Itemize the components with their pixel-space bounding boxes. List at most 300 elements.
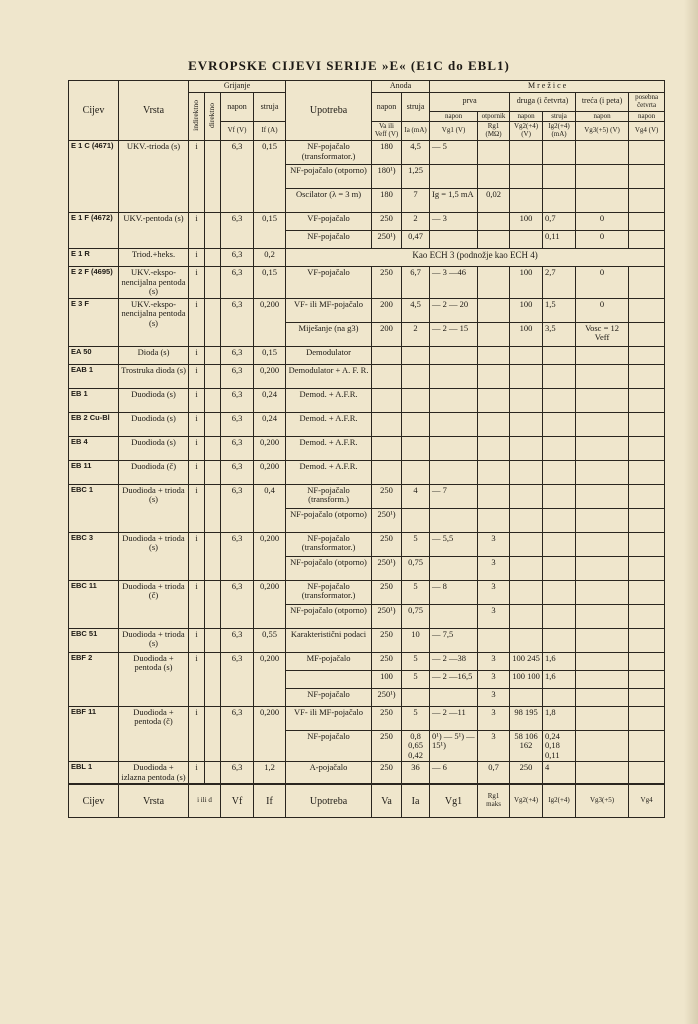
vg1-cell: — 7,5 xyxy=(430,628,478,652)
upotreba-cell: NF-pojačalo xyxy=(286,231,372,249)
ig2-cell: 3,5 xyxy=(543,322,576,346)
vg1-cell xyxy=(430,508,478,532)
ia-cell xyxy=(402,436,430,460)
vg2-cell xyxy=(510,484,543,508)
table-row xyxy=(69,580,665,604)
vg1-cell: — 8 xyxy=(430,580,478,604)
vrsta-cell: Dioda (s) xyxy=(119,346,189,364)
vg4-cell xyxy=(629,532,665,556)
col-indirektno xyxy=(189,92,205,140)
vrsta-cell: Duodioda (s) xyxy=(119,412,189,436)
col-anoda-struja: struja xyxy=(402,92,430,121)
indirect-cell: i xyxy=(189,267,205,299)
ia-cell xyxy=(402,412,430,436)
upotreba-cell: Miješanje (na g3) xyxy=(286,322,372,346)
upotreba-cell: Demod. + A.F.R. xyxy=(286,412,372,436)
va-cell: 250 xyxy=(372,730,402,762)
cijev-cell: EBC 1 xyxy=(69,484,119,532)
ig2-cell: 2,7 xyxy=(543,267,576,299)
table-row xyxy=(69,628,665,652)
vg1-cell: — 2 — 15 xyxy=(430,322,478,346)
ig2-cell: 1,6 xyxy=(543,652,576,670)
vg4-cell xyxy=(629,412,665,436)
ia-cell xyxy=(402,688,430,706)
va-cell: 180¹) xyxy=(372,165,402,189)
va-cell: 180 xyxy=(372,189,402,213)
table-row xyxy=(69,141,665,165)
vg3-cell xyxy=(576,165,629,189)
vg3-cell xyxy=(576,670,629,688)
cijev-cell: EB 4 xyxy=(69,436,119,460)
vf-cell: 6,3 xyxy=(221,267,254,299)
vf-cell: 6,3 xyxy=(221,484,254,532)
unit-vg2: Vg2(+4) (V) xyxy=(510,122,543,141)
rg1-cell xyxy=(478,508,510,532)
vf-cell: 6,3 xyxy=(221,364,254,388)
ia-cell: 2 xyxy=(402,213,430,231)
direct-cell xyxy=(205,580,221,628)
vg3-cell xyxy=(576,436,629,460)
tube-table xyxy=(68,80,665,818)
col-vrsta: Vrsta xyxy=(119,81,189,141)
vg2-cell: 100 xyxy=(510,298,543,322)
indirect-cell: i xyxy=(189,346,205,364)
table-row xyxy=(69,706,665,730)
vg4-cell xyxy=(629,231,665,249)
upotreba-cell: Demodulator xyxy=(286,346,372,364)
vg3-cell: 0 xyxy=(576,213,629,231)
ig2-cell: 0,24 0,18 0,11 xyxy=(543,730,576,762)
vg2-cell xyxy=(510,436,543,460)
page-title: EVROPSKE CIJEVI SERIJE »E« (E1C do EBL1) xyxy=(188,58,510,73)
vrsta-cell: UKV.-ekspo-nencijalna pentoda (s) xyxy=(119,298,189,346)
va-cell: 250 xyxy=(372,628,402,652)
vg4-cell xyxy=(629,484,665,508)
rg1-cell: 3 xyxy=(478,580,510,604)
vg4-cell xyxy=(629,213,665,231)
upotreba-cell: NF-pojačalo (transformator.) xyxy=(286,141,372,165)
vg1-cell: — 2 — 20 xyxy=(430,298,478,322)
upotreba-cell: Demodulator + A. F. R. xyxy=(286,364,372,388)
vg3-cell xyxy=(576,346,629,364)
vg2-cell xyxy=(510,556,543,580)
ig2-cell: 1,8 xyxy=(543,706,576,730)
vf-cell: 6,3 xyxy=(221,652,254,706)
if-cell: 0,15 xyxy=(254,346,286,364)
direct-cell xyxy=(205,364,221,388)
vg3-cell xyxy=(576,580,629,604)
ig2-cell: 0,7 xyxy=(543,213,576,231)
vg3-cell xyxy=(576,532,629,556)
vg4-cell xyxy=(629,706,665,730)
vg4-cell xyxy=(629,460,665,484)
vg1-cell: — 3 —46 xyxy=(430,267,478,299)
col-druga: druga (i četvrta) xyxy=(510,92,576,111)
cijev-cell: EBL 1 xyxy=(69,762,119,785)
col-posebna-napon: napon xyxy=(629,111,665,122)
vg2-cell xyxy=(510,628,543,652)
vg1-cell xyxy=(430,460,478,484)
col-druga-napon: napon xyxy=(510,111,543,122)
vg4-cell xyxy=(629,508,665,532)
vg1-cell: — 5 xyxy=(430,141,478,165)
rg1-cell: 0,02 xyxy=(478,189,510,213)
upotreba-cell: Demod. + A.F.R. xyxy=(286,436,372,460)
if-cell: 0,200 xyxy=(254,298,286,346)
table-row xyxy=(69,412,665,436)
ig2-cell xyxy=(543,165,576,189)
vg2-cell xyxy=(510,364,543,388)
upotreba-cell: NF-pojačalo xyxy=(286,688,372,706)
vg3-cell xyxy=(576,460,629,484)
table-row xyxy=(69,484,665,508)
ia-cell xyxy=(402,364,430,388)
va-cell xyxy=(372,436,402,460)
col-mrezice: M r e ž i c e xyxy=(430,81,665,93)
if-cell: 0,200 xyxy=(254,364,286,388)
vf-cell: 6,3 xyxy=(221,388,254,412)
vg3-cell xyxy=(576,730,629,762)
indirect-cell: i xyxy=(189,364,205,388)
va-cell: 250¹) xyxy=(372,231,402,249)
cijev-cell: EBC 3 xyxy=(69,532,119,580)
vg4-cell xyxy=(629,322,665,346)
vrsta-cell: UKV.-ekspo-nencijalna pentoda (s) xyxy=(119,267,189,299)
vg4-cell xyxy=(629,670,665,688)
va-cell: 250 xyxy=(372,706,402,730)
va-cell: 250 xyxy=(372,484,402,508)
vf-cell: 6,3 xyxy=(221,460,254,484)
rg1-cell xyxy=(478,165,510,189)
ig2-cell xyxy=(543,412,576,436)
va-cell: 250 xyxy=(372,762,402,785)
cijev-cell: E 3 F xyxy=(69,298,119,346)
direct-cell xyxy=(205,298,221,346)
direktno-label: direktno xyxy=(207,102,217,128)
direct-cell xyxy=(205,412,221,436)
indirect-cell: i xyxy=(189,580,205,628)
direct-cell xyxy=(205,652,221,706)
direct-cell xyxy=(205,141,221,213)
indirektno-label: indirektno xyxy=(191,99,201,131)
vf-cell: 6,3 xyxy=(221,412,254,436)
vrsta-cell: Duodioda + trioda (s) xyxy=(119,628,189,652)
cijev-cell: EBC 51 xyxy=(69,628,119,652)
vg3-cell xyxy=(576,604,629,628)
vg1-cell: — 2 —16,5 xyxy=(430,670,478,688)
va-cell: 200 xyxy=(372,298,402,322)
rg1-cell: 3 xyxy=(478,670,510,688)
ig2-cell xyxy=(543,532,576,556)
direct-cell xyxy=(205,436,221,460)
vg4-cell xyxy=(629,267,665,299)
foot-vg1: Vg1 xyxy=(430,784,478,818)
vg2-cell xyxy=(510,508,543,532)
ig2-cell: 4 xyxy=(543,762,576,785)
vg1-cell xyxy=(430,604,478,628)
ia-cell: 36 xyxy=(402,762,430,785)
table-row xyxy=(69,532,665,556)
direct-cell xyxy=(205,213,221,249)
ig2-cell xyxy=(543,604,576,628)
upotreba-cell xyxy=(286,670,372,688)
vg2-cell xyxy=(510,346,543,364)
cijev-cell: E 1 C (4671) xyxy=(69,141,119,213)
table-row xyxy=(69,267,665,299)
upotreba-cell: Oscilator (λ = 3 m) xyxy=(286,189,372,213)
upotreba-cell: NF-pojačalo (transformator.) xyxy=(286,580,372,604)
rg1-cell xyxy=(478,141,510,165)
upotreba-cell: NF-pojačalo xyxy=(286,730,372,762)
if-cell: 0,24 xyxy=(254,388,286,412)
vf-cell: 6,3 xyxy=(221,213,254,249)
unit-ig2: Ig2(+4) (mA) xyxy=(543,122,576,141)
vf-cell: 6,3 xyxy=(221,249,254,267)
va-cell xyxy=(372,346,402,364)
vg3-cell: 0 xyxy=(576,231,629,249)
upotreba-cell: NF-pojačalo (otporno) xyxy=(286,165,372,189)
table-footer xyxy=(69,784,665,818)
ig2-cell xyxy=(543,346,576,364)
va-cell: 100 xyxy=(372,670,402,688)
vg2-cell xyxy=(510,388,543,412)
vg2-cell xyxy=(510,604,543,628)
va-cell xyxy=(372,460,402,484)
vg2-cell: 58 106 162 xyxy=(510,730,543,762)
col-treca: treća (i peta) xyxy=(576,92,629,111)
foot-cijev: Cijev xyxy=(69,784,119,818)
vg1-cell: — 2 —38 xyxy=(430,652,478,670)
vg2-cell xyxy=(510,231,543,249)
vg3-cell xyxy=(576,652,629,670)
va-cell: 250¹) xyxy=(372,604,402,628)
indirect-cell: i xyxy=(189,412,205,436)
rg1-cell xyxy=(478,628,510,652)
rg1-cell: 3 xyxy=(478,652,510,670)
vg2-cell xyxy=(510,165,543,189)
vf-cell: 6,3 xyxy=(221,298,254,346)
indirect-cell: i xyxy=(189,298,205,346)
va-cell: 250¹) xyxy=(372,556,402,580)
direct-cell xyxy=(205,706,221,762)
ig2-cell xyxy=(543,580,576,604)
vg3-cell xyxy=(576,688,629,706)
ig2-cell xyxy=(543,484,576,508)
unit-vf: Vf (V) xyxy=(221,122,254,141)
vg1-cell xyxy=(430,388,478,412)
ia-cell: 0,47 xyxy=(402,231,430,249)
vg4-cell xyxy=(629,189,665,213)
vg1-cell: — 7 xyxy=(430,484,478,508)
unit-if: If (A) xyxy=(254,122,286,141)
vf-cell: 6,3 xyxy=(221,346,254,364)
foot-va: Va xyxy=(372,784,402,818)
vg3-cell xyxy=(576,388,629,412)
cijev-cell: EB 1 xyxy=(69,388,119,412)
rg1-cell: 0,7 xyxy=(478,762,510,785)
foot-id: i ili d xyxy=(189,784,221,818)
direct-cell xyxy=(205,346,221,364)
table-row xyxy=(69,762,665,785)
col-anoda: Anoda xyxy=(372,81,430,93)
direct-cell xyxy=(205,249,221,267)
vg2-cell xyxy=(510,141,543,165)
table-row xyxy=(69,298,665,322)
if-cell: 0,24 xyxy=(254,412,286,436)
vg2-cell: 98 195 xyxy=(510,706,543,730)
foot-ia: Ia xyxy=(402,784,430,818)
vg4-cell xyxy=(629,436,665,460)
unit-vg4: Vg4 (V) xyxy=(629,122,665,141)
vg4-cell xyxy=(629,652,665,670)
vg2-cell xyxy=(510,580,543,604)
ia-cell xyxy=(402,460,430,484)
unit-vg1: Vg1 (V) xyxy=(430,122,478,141)
indirect-cell: i xyxy=(189,706,205,762)
ia-cell: 5 xyxy=(402,652,430,670)
if-cell: 1,2 xyxy=(254,762,286,785)
rg1-cell xyxy=(478,213,510,231)
table-row xyxy=(69,388,665,412)
rg1-cell: 3 xyxy=(478,604,510,628)
vrsta-cell: Duodioda + izlazna pentoda (s) xyxy=(119,762,189,785)
ig2-cell: 1,6 xyxy=(543,670,576,688)
if-cell: 0,15 xyxy=(254,141,286,213)
direct-cell xyxy=(205,388,221,412)
ia-cell: 4,5 xyxy=(402,141,430,165)
vg2-cell xyxy=(510,688,543,706)
indirect-cell: i xyxy=(189,436,205,460)
vg4-cell xyxy=(629,762,665,785)
rg1-cell: 3 xyxy=(478,688,510,706)
ia-cell: 5 xyxy=(402,670,430,688)
col-struja: struja xyxy=(254,92,286,121)
vg3-cell xyxy=(576,628,629,652)
ia-cell: 7 xyxy=(402,189,430,213)
vg3-cell xyxy=(576,706,629,730)
table-row xyxy=(69,460,665,484)
vg2-cell xyxy=(510,532,543,556)
foot-vg3: Vg3(+5) xyxy=(576,784,629,818)
ia-cell xyxy=(402,508,430,532)
upotreba-cell: MF-pojačalo xyxy=(286,652,372,670)
foot-if: If xyxy=(254,784,286,818)
col-druga-struja: struja xyxy=(543,111,576,122)
ig2-cell xyxy=(543,508,576,532)
ig2-cell xyxy=(543,556,576,580)
rg1-cell xyxy=(478,412,510,436)
ia-cell: 0,8 0,65 0,42 xyxy=(402,730,430,762)
vg3-cell: 0 xyxy=(576,267,629,299)
indirect-cell: i xyxy=(189,460,205,484)
vg1-cell: — 2 —11 xyxy=(430,706,478,730)
vrsta-cell: UKV.-trioda (s) xyxy=(119,141,189,213)
vg4-cell xyxy=(629,165,665,189)
vg4-cell xyxy=(629,388,665,412)
if-cell: 0,200 xyxy=(254,652,286,706)
vg1-cell xyxy=(430,165,478,189)
va-cell: 250¹) xyxy=(372,508,402,532)
vg3-cell: 0 xyxy=(576,298,629,322)
vg1-cell xyxy=(430,412,478,436)
vg4-cell xyxy=(629,730,665,762)
ig2-cell xyxy=(543,141,576,165)
cijev-cell: EBF 11 xyxy=(69,706,119,762)
unit-va: Va ili Veff (V) xyxy=(372,122,402,141)
cijev-cell: EB 2 Cu-Bl xyxy=(69,412,119,436)
vg3-cell xyxy=(576,484,629,508)
table-row xyxy=(69,346,665,364)
col-anoda-napon: napon xyxy=(372,92,402,121)
vrsta-cell: Duodioda + trioda (č) xyxy=(119,580,189,628)
vg1-cell: — 6 xyxy=(430,762,478,785)
vg1-cell xyxy=(430,436,478,460)
table-row xyxy=(69,364,665,388)
rg1-cell xyxy=(478,231,510,249)
if-cell: 0,15 xyxy=(254,267,286,299)
indirect-cell: i xyxy=(189,484,205,532)
cijev-cell: EA 50 xyxy=(69,346,119,364)
vg2-cell: 100 xyxy=(510,213,543,231)
foot-vrsta: Vrsta xyxy=(119,784,189,818)
vg1-cell xyxy=(430,688,478,706)
upotreba-cell: Demod. + A.F.R. xyxy=(286,460,372,484)
foot-vg2: Vg2(+4) xyxy=(510,784,543,818)
rg1-cell xyxy=(478,298,510,322)
col-grijanje: Grijanje xyxy=(189,81,286,93)
cijev-cell: EBF 2 xyxy=(69,652,119,706)
vrsta-cell: Duodioda + trioda (s) xyxy=(119,532,189,580)
unit-rg1: Rg1 (MΩ) xyxy=(478,122,510,141)
indirect-cell: i xyxy=(189,762,205,785)
if-cell: 0,200 xyxy=(254,460,286,484)
indirect-cell: i xyxy=(189,249,205,267)
ia-cell: 5 xyxy=(402,532,430,556)
ia-cell: 10 xyxy=(402,628,430,652)
rg1-cell: 3 xyxy=(478,706,510,730)
col-treca-napon: napon xyxy=(576,111,629,122)
rg1-cell: 3 xyxy=(478,532,510,556)
indirect-cell: i xyxy=(189,141,205,213)
ig2-cell: 0,11 xyxy=(543,231,576,249)
ia-cell: 5 xyxy=(402,706,430,730)
ia-cell: 1,25 xyxy=(402,165,430,189)
ig2-cell xyxy=(543,628,576,652)
vg2-cell: 100 xyxy=(510,322,543,346)
indirect-cell: i xyxy=(189,388,205,412)
table-row xyxy=(69,249,665,267)
ig2-cell xyxy=(543,460,576,484)
col-cijev: Cijev xyxy=(69,81,119,141)
col-upotreba: Upotreba xyxy=(286,81,372,141)
vg2-cell xyxy=(510,189,543,213)
va-cell: 250 xyxy=(372,652,402,670)
col-prva-otpornik: otpornik xyxy=(478,111,510,122)
cijev-cell: E 1 R xyxy=(69,249,119,267)
vg3-cell xyxy=(576,189,629,213)
table-row xyxy=(69,213,665,231)
vg1-cell xyxy=(430,556,478,580)
cijev-cell: EBC 11 xyxy=(69,580,119,628)
ia-cell: 0,75 xyxy=(402,604,430,628)
rg1-cell xyxy=(478,322,510,346)
unit-ia: Ia (mA) xyxy=(402,122,430,141)
ia-cell: 0,75 xyxy=(402,556,430,580)
rg1-cell xyxy=(478,436,510,460)
rg1-cell xyxy=(478,388,510,412)
ia-cell: 2 xyxy=(402,322,430,346)
ig2-cell xyxy=(543,688,576,706)
